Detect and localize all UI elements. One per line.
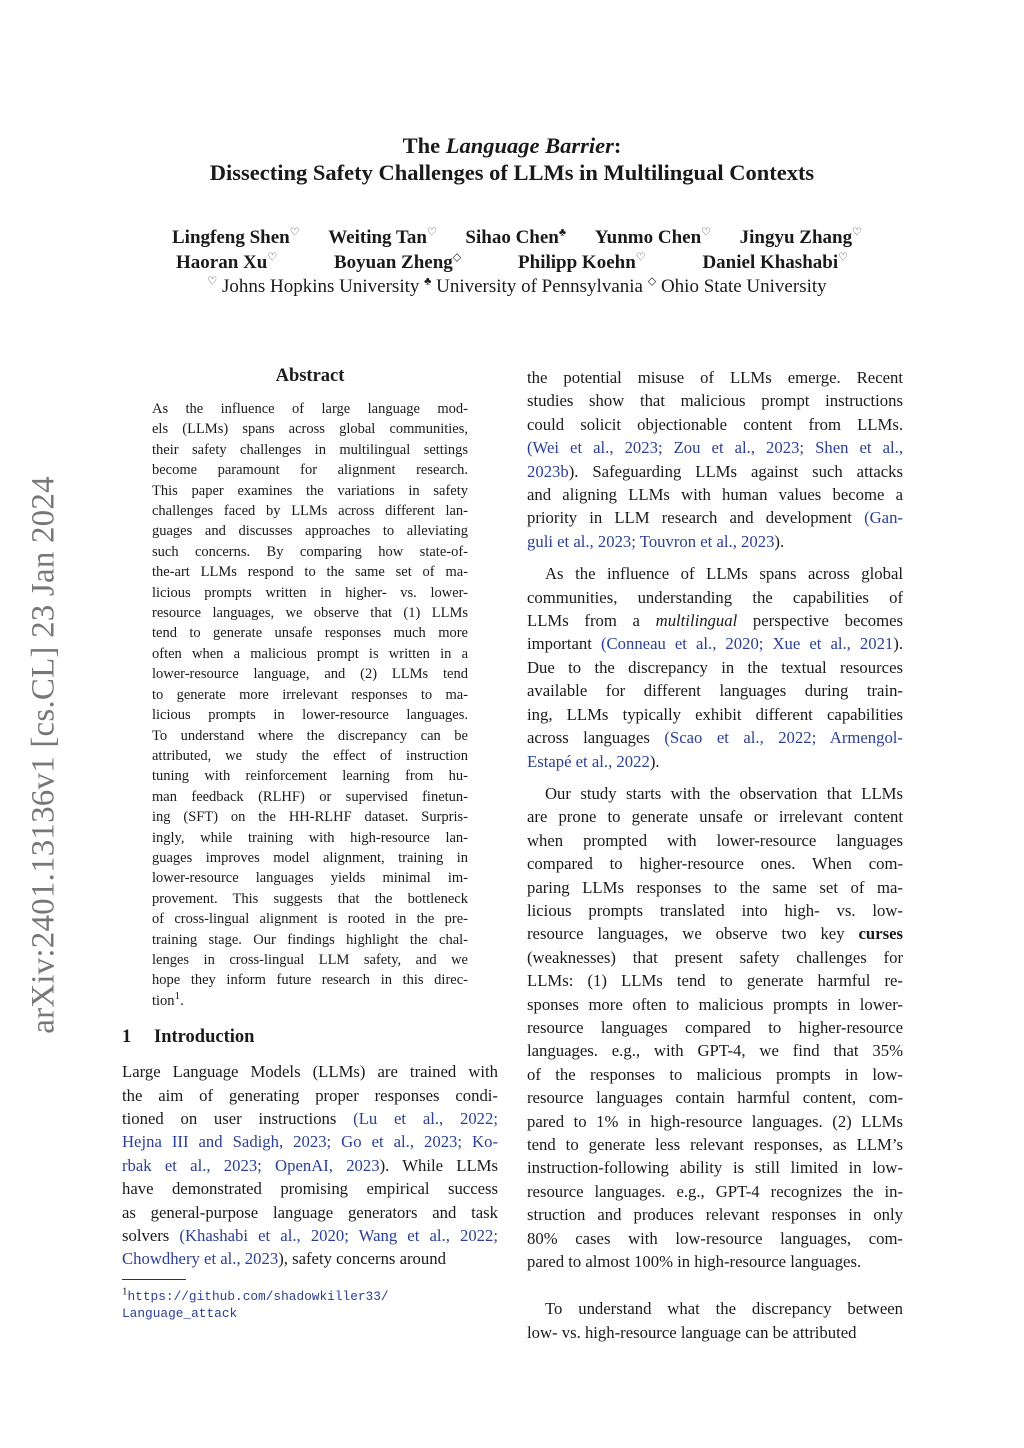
text-line — [527, 876, 903, 899]
author-name: Yunmo Chen♡ — [594, 226, 712, 248]
text-line — [527, 993, 903, 1016]
text-line — [122, 1130, 498, 1153]
text-line — [527, 1039, 903, 1062]
citation-link[interactable]: Chowdhery et al., 2023 — [122, 1249, 279, 1269]
text-line — [527, 460, 903, 483]
text-line — [527, 1180, 903, 1203]
text-line — [527, 413, 903, 436]
author-name: Haoran Xu♡ — [176, 251, 278, 273]
abstract-line: guages and discusses approaches to alleviating — [152, 523, 468, 540]
affiliation-mark: ◇ — [452, 251, 462, 264]
text-line — [527, 1227, 903, 1250]
citation-link[interactable]: (Gan- — [864, 508, 903, 528]
text-run: and aligning LLMs with human values become a — [527, 485, 903, 505]
text-run: Due to the discrepancy in the textual resources — [527, 657, 903, 677]
text-run: licious prompts translated into high- vs. low- — [527, 900, 903, 920]
abstract-line: tuning with reinforcement learning from hu- — [152, 768, 468, 785]
text-line — [122, 1224, 498, 1247]
text-line — [527, 609, 903, 632]
text-line — [527, 829, 903, 852]
footnote-ref[interactable]: 1 — [174, 989, 181, 1002]
text-run: the potential misuse of LLMs emerge. Recent — [527, 368, 903, 387]
text-run: (weaknesses) that present safety challenges for — [527, 947, 903, 967]
text-run: ). — [774, 531, 785, 551]
text-line — [527, 530, 903, 553]
abstract-line: els (LLMs) spans across global communities, — [152, 421, 468, 438]
citation-link[interactable]: (Conneau et al., 2020; Xue et al., 2021 — [600, 634, 894, 654]
text-run: instruction-following ability is still limited in low- — [527, 1158, 903, 1178]
author-name: Sihao Chen♣ — [465, 226, 567, 248]
text-run: of the responses to malicious prompts in low- — [527, 1064, 903, 1084]
author-name: Weiting Tan♡ — [328, 226, 437, 248]
title-line-1: The Language Barrier: — [402, 133, 622, 158]
abstract-line: tend to generate unsafe responses much more — [152, 625, 468, 642]
text-line — [527, 852, 903, 875]
abstract-line: the-art LLMs respond to the same set of ma- — [152, 564, 468, 581]
paragraph — [527, 1297, 903, 1344]
text-line — [527, 703, 903, 726]
text-line — [122, 1107, 498, 1130]
text-line — [527, 726, 903, 749]
abstract-line: guages improves model alignment, training in — [152, 849, 468, 866]
author-name: Boyuan Zheng◇ — [333, 251, 462, 273]
affiliation-mark: ♡ — [852, 226, 862, 239]
abstract-heading: Abstract — [275, 366, 345, 386]
text-run: sponses more often to malicious prompts in lower- — [527, 994, 903, 1014]
text-line — [527, 1016, 903, 1039]
author-name: Daniel Khashabi♡ — [702, 251, 848, 273]
paragraph — [527, 782, 903, 1274]
text-run: As the influence of LLMs spans across global — [545, 564, 903, 584]
text-line — [527, 1203, 903, 1226]
paragraph — [527, 562, 903, 773]
text-run: pared to almost 100% in high-resource languages. — [527, 1252, 862, 1272]
title-line-2: Dissecting Safety Challenges of LLMs in Multilingual Contexts — [209, 160, 815, 186]
abstract-body — [152, 399, 468, 1011]
author-name: Lingfeng Shen♡ — [172, 226, 300, 248]
affiliation-mark: ♣ — [424, 275, 432, 288]
text-run: ). While LLMs — [379, 1155, 498, 1175]
abstract-line: challenges faced by LLMs across different lan- — [152, 503, 468, 520]
text-line — [527, 1086, 903, 1109]
footnote-rule — [122, 1279, 186, 1280]
text-line — [527, 899, 903, 922]
affiliation-mark: ◇ — [647, 275, 657, 288]
text-line — [527, 366, 903, 389]
footnote-1 — [122, 1285, 498, 1322]
text-line — [527, 389, 903, 412]
text-run: resource languages. e.g., GPT-4 recognizes the in- — [527, 1181, 903, 1201]
text-run: the aim of generating proper responses condi- — [122, 1085, 498, 1105]
text-run: ). Safeguarding LLMs against such attacks — [568, 461, 903, 481]
text-line — [527, 969, 903, 992]
abstract-line: such concerns. By comparing how state-of- — [152, 543, 468, 560]
section-heading-introduction — [122, 1027, 498, 1048]
affiliation-mark: ♡ — [635, 251, 646, 264]
citation-link[interactable]: (Scao et al., 2022; Armengol- — [664, 728, 903, 748]
abstract-line: man feedback (RLHF) or supervised finetun- — [152, 788, 468, 805]
citation-link[interactable]: (Khashabi et al., 2020; Wang et al., 2022; — [179, 1226, 499, 1246]
text-run: communities, understanding the capabilities of — [527, 587, 903, 607]
abstract-line: training stage. Our findings highlight the chal- — [152, 931, 468, 948]
affiliation-mark: ♡ — [838, 251, 848, 264]
text-line — [122, 1201, 498, 1224]
abstract-line: attributed, we study the effect of instruction — [152, 747, 468, 764]
footnote-url-part-1[interactable]: https://github.com/shadowkiller33/ — [127, 1288, 389, 1304]
text-run: have demonstrated promising empirical success — [122, 1179, 498, 1199]
text-run: important — [527, 634, 601, 654]
citation-link[interactable]: Estapé et al., 2022 — [527, 751, 650, 771]
text-run: Large Language Models (LLMs) are trained with — [122, 1062, 498, 1082]
text-line — [527, 1297, 903, 1320]
footnote-line-1[interactable] — [122, 1285, 498, 1305]
text-run: low- vs. high-resource language can be attributed — [527, 1322, 857, 1342]
affiliation-mark: ♡ — [289, 226, 300, 239]
text-line — [527, 586, 903, 609]
text-run: studies show that malicious prompt instructions — [527, 391, 903, 411]
paragraph — [527, 366, 903, 553]
text-line — [122, 1084, 498, 1107]
text-line — [527, 1063, 903, 1086]
author-row-2 — [172, 251, 862, 276]
paragraph — [122, 1060, 498, 1271]
text-run: languages. e.g., with GPT-4, we find that 35% — [527, 1041, 903, 1061]
text-line — [122, 1060, 498, 1083]
text-run: ing, LLMs typically exhibit different capabilities — [527, 704, 903, 724]
text-line — [527, 483, 903, 506]
text-run: Our study starts with the observation that LLMs — [545, 783, 903, 803]
citation-link[interactable]: rbak et al., 2023; OpenAI, 2023 — [122, 1155, 380, 1175]
left-column — [122, 366, 498, 1322]
text-line — [527, 1250, 903, 1273]
text-line — [122, 1247, 498, 1270]
citation-link[interactable]: guli et al., 2023; Touvron et al., 2023 — [527, 531, 775, 551]
abstract-line: often when a malicious prompt is written in a — [152, 645, 468, 662]
abstract-line: tion$^1$. — [152, 989, 184, 1009]
abstract-line: become paramount for alignment research. — [152, 462, 468, 479]
author-block — [172, 226, 862, 300]
arxiv-identifier: arXiv:2401.13136v1 [cs.CL] 23 Jan 2024 — [25, 476, 62, 1034]
text-run: solvers — [122, 1226, 180, 1246]
abstract-line: This paper examines the variations in safety — [152, 482, 468, 499]
abstract-line: of cross-lingual alignment is rooted in the pre- — [152, 911, 468, 928]
text-run: tioned on user instructions — [122, 1109, 354, 1128]
abstract-line: hope they inform future research in this direc- — [152, 972, 468, 989]
bold-term: curses — [858, 924, 903, 944]
citation-link[interactable]: (Lu et al., 2022; — [353, 1109, 498, 1128]
text-run: tend to generate less relevant responses, as LLM’s — [527, 1135, 903, 1154]
section-number: 1 — [122, 1027, 132, 1048]
right-column — [527, 366, 903, 1344]
text-line — [527, 679, 903, 702]
text-line — [527, 436, 903, 459]
text-line — [527, 562, 903, 585]
affiliation-mark: ♣ — [558, 226, 567, 239]
text-run: perspective becomes — [737, 611, 903, 631]
citation-link[interactable]: (Wei et al., 2023; Zou et al., 2023; Shen et al., — [527, 438, 903, 458]
text-line — [527, 750, 903, 773]
abstract-line: to generate more irrelevant responses to ma- — [152, 686, 468, 703]
section-title: Introduction — [154, 1027, 255, 1048]
text-line — [527, 1133, 903, 1156]
author-name: Philipp Koehn♡ — [518, 251, 646, 273]
text-line — [527, 632, 903, 655]
abstract-line: lenges in cross-lingual LLM safety, and we — [152, 951, 468, 968]
text-line — [527, 946, 903, 969]
abstract-line: licious prompts written in higher- vs. lower- — [152, 584, 468, 601]
text-run: compared to higher-resource ones. When com- — [527, 854, 903, 874]
text-run: To understand what the discrepancy between — [545, 1299, 903, 1319]
text-line — [527, 1110, 903, 1133]
text-run: resource languages, we observe two key — [527, 924, 859, 944]
text-run: ), safety concerns around — [278, 1249, 446, 1269]
text-line — [527, 922, 903, 945]
abstract-line: To understand where the discrepancy can be — [152, 727, 468, 744]
text-line — [527, 656, 903, 679]
text-run: ). — [893, 634, 903, 654]
text-run: are prone to generate unsafe or irrelevant content — [527, 807, 903, 827]
abstract-line: licious prompts in lower-resource languages. — [152, 707, 468, 724]
abstract-line: their safety challenges in multilingual settings — [152, 441, 468, 458]
text-line — [527, 805, 903, 828]
text-run: resource languages contain harmful content, com- — [527, 1088, 903, 1108]
author-row-1 — [172, 226, 862, 251]
paragraph-gap — [527, 1273, 903, 1297]
text-run: paring LLMs responses to the same set of ma- — [527, 877, 903, 897]
text-line — [122, 1154, 498, 1177]
arxiv-sidebar-stamp — [22, 455, 66, 1055]
text-line — [527, 782, 903, 805]
text-run: priority in LLM research and development — [527, 508, 865, 528]
citation-link[interactable]: Hejna III and Sadigh, 2023; Go et al., 2023; Ko- — [122, 1132, 498, 1152]
text-run: ). — [649, 751, 660, 771]
paper-title — [0, 132, 1024, 187]
intro-paragraph-1 — [122, 1060, 498, 1271]
text-run: pared to 1% in high-resource languages. (2) LLMs — [527, 1111, 903, 1131]
text-run: when prompted with lower-resource languages — [527, 830, 903, 850]
text-run: struction and produces relevant responses in only — [527, 1205, 903, 1225]
author-name: Jingyu Zhang♡ — [739, 226, 862, 248]
footnote-mark: 1 — [122, 1285, 128, 1298]
affiliation-name: Ohio State University — [656, 276, 827, 297]
abstract-line: ing (SFT) on the HH-RLHF dataset. Surpris- — [152, 809, 468, 826]
title-italic: Language Barrier — [445, 133, 614, 158]
text-line — [527, 506, 903, 529]
affiliation-mark: ♡ — [207, 275, 218, 288]
text-run: resource languages compared to higher-resource — [527, 1017, 903, 1037]
text-run: could solicit objectionable content from LLMs. — [527, 414, 903, 434]
affiliation-mark: ♡ — [426, 226, 437, 239]
abstract-line: As the influence of large language mod- — [152, 401, 468, 417]
abstract-line: provement. This suggests that the bottleneck — [152, 890, 468, 907]
text-run: as general-purpose language generators and task — [122, 1202, 498, 1222]
abstract-line: resource languages, we observe that (1) LLMs — [152, 605, 468, 622]
text-line — [122, 1177, 498, 1200]
text-run: available for different languages during train- — [527, 681, 903, 701]
text-line — [527, 1321, 903, 1344]
text-line — [527, 1156, 903, 1179]
affiliation-name: Johns Hopkins University — [217, 276, 425, 297]
text-run: 80% cases with low-resource languages, com- — [527, 1228, 903, 1248]
abstract-line: ingly, while training with high-resource lan- — [152, 829, 468, 846]
footnote-url-part-2[interactable]: Language_attack — [122, 1305, 238, 1321]
affiliation-row — [172, 275, 862, 300]
text-run: across languages — [527, 728, 665, 748]
affiliation-mark: ♡ — [267, 251, 278, 264]
text-run: LLMs from a — [527, 611, 656, 631]
abstract-line: lower-resource languages yields minimal im- — [152, 870, 468, 887]
affiliation-name: University of Pennsylvania — [431, 276, 648, 297]
affiliation-mark: ♡ — [701, 226, 712, 239]
abstract-line: lower-resource language, and (2) LLMs tend — [152, 666, 468, 683]
emphasis: multilingual — [655, 611, 738, 631]
citation-link[interactable]: 2023b — [527, 461, 569, 481]
text-run: LLMs: (1) LLMs tend to generate harmful re- — [527, 971, 903, 991]
